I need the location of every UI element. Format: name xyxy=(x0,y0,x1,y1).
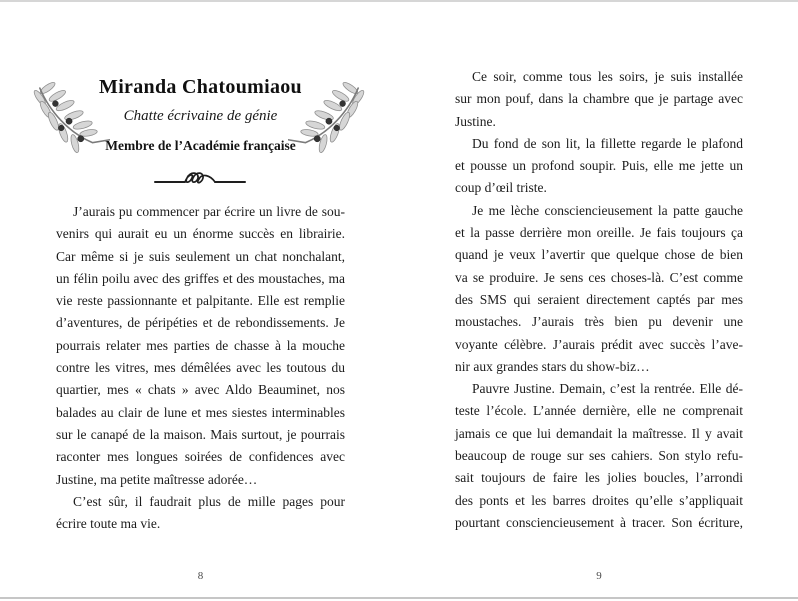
text-line: coup d’œil triste. xyxy=(455,180,547,196)
text-line: raconter mes longues soirées de confidences avec xyxy=(56,449,345,465)
page-number-right: 9 xyxy=(596,570,602,582)
text-line: pourrais relater mes parties de chasse à la mouche xyxy=(56,337,345,353)
top-edge-line xyxy=(0,0,798,2)
text-line: Je me lèche consciencieusement la patte gauche xyxy=(472,202,743,218)
text-line: moustaches. J’aurais très bien pu devenir une xyxy=(455,314,743,330)
text-line: balades au clair de lune et mes siestes interminables xyxy=(56,404,345,420)
text-line: quand je veux l’avertir que quelque chose de bien xyxy=(455,247,743,263)
text-line: d’aventures, de péripéties et de rebondissements. Je xyxy=(56,315,345,331)
text-line: teste l’école. L’année dernière, elle ne comprenait xyxy=(455,403,743,419)
text-line: contre les vitres, mes démêlées avec les toutous du xyxy=(56,360,345,376)
chapter-author-byline: Membre de l’Académie française xyxy=(105,138,296,153)
text-line: des SMS qui seraient directement captés par mes xyxy=(455,291,743,307)
text-line: vie reste passionnante et palpitante. Elle est remplie xyxy=(56,293,345,309)
text-line: va se produire. Je sens ces choses-là. C’est comme xyxy=(455,269,743,285)
chapter-author-title: Miranda Chatoumiaou xyxy=(99,76,302,98)
squiggle-divider-icon xyxy=(152,170,248,192)
text-line: sur le canapé de la maison. Mais surtout, je pourrais xyxy=(56,426,345,442)
text-line: nir aux grandes stars du show-biz… xyxy=(455,358,650,374)
text-line: sur mon pouf, dans la chambre que je partage avec xyxy=(455,91,743,107)
text-line: J’aurais pu commencer par écrire un livre de sou- xyxy=(73,204,345,219)
text-line: des ponts et les barres droites qu’elle s’appliquait xyxy=(455,492,743,508)
text-line: Justine, ma petite maîtresse adorée… xyxy=(56,471,258,487)
text-line: un félin poilu avec des griffes et des moustaches, ma xyxy=(56,270,345,286)
text-line: et la passe derrière mon oreille. Je fais toujours ça xyxy=(455,225,743,241)
left-page-text xyxy=(56,201,345,535)
text-line: Ce soir, comme tous les soirs, je suis installée xyxy=(472,69,743,84)
chapter-author-subtitle: Chatte écrivaine de génie xyxy=(123,108,278,124)
page-number-left: 8 xyxy=(197,570,204,582)
text-line: C’est sûr, il faudrait plus de mille pages pour xyxy=(73,493,345,509)
text-line: et pousse un profond soupir. Puis, elle me jette un xyxy=(455,158,743,174)
text-line: quartier, mes « chats » avec Aldo Beauminet, nos xyxy=(56,382,345,398)
bottom-edge-line xyxy=(0,597,798,599)
text-line: beaucoup de rouge sur ses cahiers. Son stylo refu- xyxy=(455,448,743,464)
text-line: Pauvre Justine. Demain, c’est la rentrée. Elle dé- xyxy=(472,381,743,397)
text-line: Justine. xyxy=(455,113,496,129)
text-line: Car même si je suis seulement un chat nonchalant, xyxy=(56,248,345,264)
text-line: sait toujours de faire les jolies boucles, l’arrondi xyxy=(455,470,743,486)
text-line: pourtant consciencieusement à tracer. Son écriture, xyxy=(455,514,743,530)
text-line: écrire toute ma vie. xyxy=(56,516,161,532)
text-line: jamais ce que lui demandait la maîtresse. Il y avait xyxy=(455,425,743,441)
text-line: voyante célèbre. J’aurais prédit avec succès l’ave- xyxy=(455,336,743,352)
text-line: Du fond de son lit, la fillette regarde le plafond xyxy=(472,135,743,151)
text-line: venirs qui aurait eu un énorme succès en librairie. xyxy=(56,226,345,242)
right-page-text xyxy=(455,66,743,534)
